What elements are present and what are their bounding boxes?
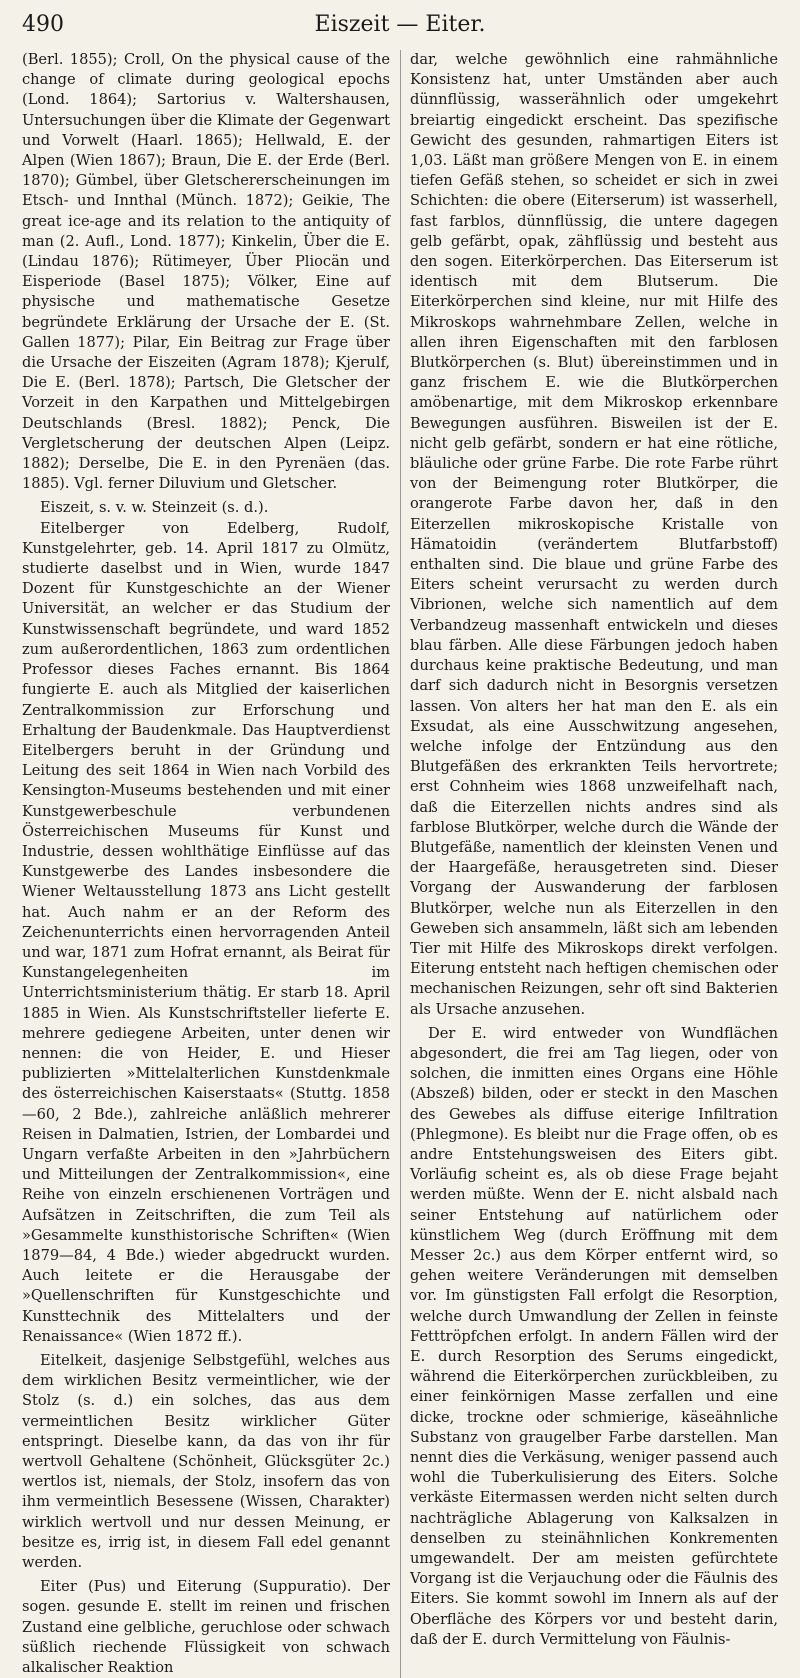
page-header [22, 12, 778, 46]
right-column [410, 50, 778, 1678]
entry-eitelberger: Eitelberger von Edelberg, Rudolf, Kunstgelehrter, geb. 14. April 1817 zu Olmütz, studierte daselbst und in Wien, wurde 1847 Dozent für Kunstgeschichte an der Wiener Universität, an welcher er das Studium der Kunstwissenschaft begründete, und ward 1852 zum außerordentlichen, 1863 zum ordentlichen Professor dieses Faches ernannt. Bis 1864 fungierte E. auch als Mitglied der kaiserlichen Zentralkommission zur Erforschung und Erhaltung der Baudenkmale. Das Hauptverdienst Eitelbergers beruht in der Gründung und Leitung des seit 1864 in Wien nach Vorbild des Kensington-Museums bestehenden und mit einer Kunstgewerbeschule verbundenen Österreichischen Museums für Kunst und Industrie, dessen wohlthätige Einflüsse auf das Kunstgewerbe des Landes insbesondere die Wiener Weltausstellung 1873 ans Licht gestellt hat. Auch nahm er an der Reform des Zeichenunterrichts einen hervorragenden Anteil und war, 1871 zum Hofrat ernannt, als Beirat für Kunstangelegenheiten im Unterrichtsministerium thätig. Er starb 18. April 1885 in Wien. Als Kunstschriftsteller lieferte E. mehrere gediegene Arbeiten, unter denen wir nennen: die von Heider, E. und Hieser publizierten »Mittelalterlichen Kunstdenkmale des österreichischen Kaiserstaats« (Stuttg. 1858—60, 2 Bde.), zahlreiche anläßlich mehrerer Reisen in Dalmatien, Istrien, der Lombardei und Ungarn verfaßte Arbeiten in den »Jahrbüchern und Mitteilungen der Zentralkommission«, eine Reihe von einzeln erschienenen Vorträgen und Aufsätzen in Zeitschriften, die zum Teil als »Gesammelte kunsthistorische Schriften« (Wien 1879—84, 4 Bde.) wieder abgedruckt wurden. Auch leitete er die Herausgabe der »Quellenschriften für Kunstgeschichte und Kunsttechnik des Mittelalters und der Renaissance« (Wien 1872 ff.). [22, 519, 390, 1345]
entry-eiszeit: Eiszeit, s. v. w. Steinzeit (s. d.). [40, 499, 269, 517]
entry-eiter: Eiter (Pus) und Eiterung (Suppuratio). Der sogen. gesunde E. stellt im reinen und frischen Zustand eine gelbliche, geruchlose oder schwach süßlich riechende Flüssigkeit von schwach alkalischer Reaktion [22, 1578, 390, 1677]
entry-eitelkeit: Eitelkeit, dasjenige Selbstgefühl, welches aus dem wirklichen Besitz vermeintlicher, wie der Stolz (s. d.) ein solches, das aus dem vermeintlichen Besitz wirklicher Güter entspringt. Dieselbe kann, da das von ihr für wertvoll Gehaltene (Schönheit, Glücksgüter 2c.) wertlos ist, niemals, der Stolz, insofern das von ihm vermeintlich Besessene (Wissen, Charakter) wirklich wertvoll und nur dessen Meinung, er besitze es, irrig ist, in diesem Fall edel genannt werden. [22, 1352, 390, 1572]
column-divider [400, 50, 401, 1678]
page-number: 490 [22, 12, 64, 37]
entry-paragraph: (Berl. 1855); Croll, On the physical cause of the change of climate during geological epochs (Lond. 1864); Sartorius v. Waltershausen, Untersuchungen über die Klimate der Gegenwart und Vorwelt (Haarl. 1865); Hellwald, E. der Alpen (Wien 1867); Braun, Die E. der Erde (Berl. 1870); Gümbel, über Gletschererscheinungen im Etsch- und Innthal (Münch. 1872); Geikie, The great ice-age and its relation to the antiquity of man (2. Aufl., Lond. 1877); Kinkelin, Über die E. (Lindau 1876); Rütimeyer, Über Pliocän und Eisperiode (Basel 1875); Völker, Eine auf physische und mathematische Gesetze begründete Erklärung der Ursache der E. (St. Gallen 1877); Pilar, Ein Beitrag zur Frage über die Ursache der Eiszeiten (Agram 1878); Kjerulf, Die E. (Berl. 1878); Partsch, Die Gletscher der Vorzeit in den Karpathen und Mittelgebirgen Deutschlands (Bresl. 1882); Penck, Die Vergletscherung der deutschen Alpen (Leipz. 1882); Derselbe, Die E. in den Pyrenäen (das. 1885). Vgl. ferner Diluvium und Gletscher. [22, 51, 390, 493]
entry-paragraph: dar, welche gewöhnlich eine rahmähnliche Konsistenz hat, unter Umständen aber auch dünnflüssig, wasserähnlich oder umgekehrt breiartig eingedickt erscheint. Das spezifische Gewicht des gesunden, rahmartigen Eiters ist 1,03. Läßt man größere Mengen von E. in einem tiefen Gefäß stehen, so scheidet er sich in zwei Schichten: die obere (Eiterserum) ist wasserhell, fast farblos, dünnflüssig, die untere dagegen gelb gefärbt, opak, zähflüssig und besteht aus den sogen. Eiterkörperchen. Das Eiterserum ist identisch mit dem Blutserum. Die Eiterkörperchen sind kleine, nur mit Hilfe des Mikroskops wahrnehmbare Zellen, welche in allen ihren Eigenschaften mit den farblosen Blutkörperchen (s. Blut) übereinstimmen und in ganz frischem E. wie die Blutkörperchen amöbenartige, mit dem Mikroskop erkennbare Bewegungen ausführen. Bisweilen ist der E. nicht gelb gefärbt, sondern er hat eine rötliche, bläuliche oder grüne Farbe. Die rote Farbe rührt von der Beimengung roter Blutkörper, die orangerote Farbe davon her, daß in den Eiterzellen mikroskopische Kristalle von Hämatoidin (verändertem Blutfarbstoff) enthalten sind. Die blaue und grüne Farbe des Eiters scheint verursacht zu werden durch Vibrionen, welche sich namentlich auf dem Verbandzeug massenhaft entwickeln und dieses blau färben. Alle diese Färbungen jedoch haben durchaus keine praktische Bedeutung, und man darf sich dadurch nicht in Besorgnis versetzen lassen. Von alters her hat man den E. als ein Exsudat, als eine Ausschwitzung angesehen, welche infolge der Entzündung aus den Blutgefäßen des erkrankten Teils hervortrete; erst Cohnheim wies 1868 unzweifelhaft nach, daß die Eiterzellen nichts andres sind als farblose Blutkörper, welche durch die Wände der Blutgefäße, namentlich der kleinsten Venen und der Haargefäße, herausgetreten sind. Dieser Vorgang der Auswanderung der farblosen Blutkörper, welche nun als Eiterzellen in den Geweben sich ansammeln, läßt sich am lebenden Tier mit Hilfe des Mikroskops direkt verfolgen. Eiterung entsteht nach heftigen chemischen oder mechanischen Reizungen, sehr oft sind Bakterien als Ursache anzusehen. [410, 51, 778, 1018]
text-columns [22, 50, 778, 1678]
running-title: Eiszeit — Eiter. [314, 12, 486, 37]
entry-paragraph: Der E. wird entweder von Wundflächen abgesondert, die frei am Tag liegen, oder von solchen, die inmitten eines Organs eine Höhle (Abszeß) bilden, oder er steckt in den Maschen des Gewebes als diffuse eiterige Infiltration (Phlegmone). Es bleibt nur die Frage offen, ob es andre Entstehungsweisen des Eiters gibt. Vorläufig scheint es, als ob diese Frage bejaht werden müßte. Wenn der E. nicht alsbald nach seiner Entstehung auf natürlichem oder künstlichem Weg (durch Eröffnung mit dem Messer 2c.) aus dem Körper entfernt wird, so gehen weitere Veränderungen mit demselben vor. Im günstigsten Fall erfolgt die Resorption, welche durch Umwandlung der Zellen in feinste Fetttröpfchen erfolgt. In andern Fällen wird der E. durch Resorption des Serums eingedickt, während die Eiterkörperchen zurückbleiben, zu einer feinkörnigen Masse zerfallen und eine dicke, trockne oder schmierige, käseähnliche Substanz von graugelber Farbe darstellen. Man nennt dies die Verkäsung, weniger passend auch wohl die Tuberkulisierung des Eiters. Solche verkäste Eitermassen werden nicht selten durch nachträgliche Ablagerung von Kalksalzen in denselben zu steinähnlichen Konkrementen umgewandelt. Der am meisten gefürchtete Vorgang ist die Verjauchung oder die Fäulnis des Eiters. Sie kommt sowohl im Innern als auf der Oberfläche des Körpers vor und besteht darin, daß der E. durch Vermittelung von Fäulnis- [410, 1024, 778, 1648]
left-column [22, 50, 390, 1678]
